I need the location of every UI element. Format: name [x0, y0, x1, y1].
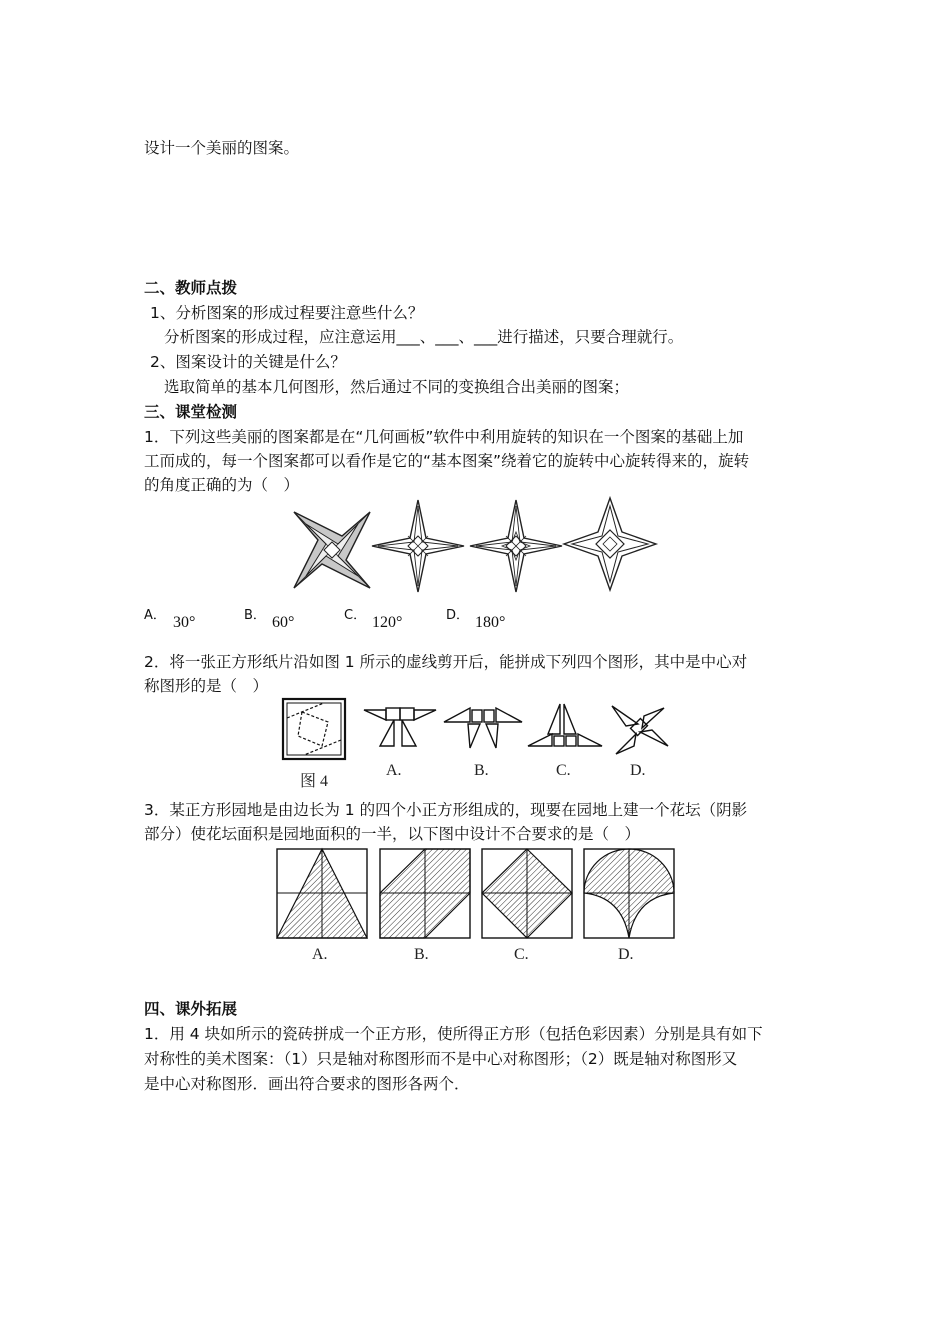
option-c-label: C．: [344, 608, 367, 623]
star-figure-2: [372, 500, 464, 592]
section2-answer-1: 分析图案的形成过程，应注意运用___、___、___进行描述，只要合理就行。: [164, 328, 684, 346]
garden-option-d: [584, 849, 674, 938]
problem2-caption-c: C.: [556, 762, 571, 779]
problem3-caption-a: A.: [312, 946, 328, 963]
garden-option-b: [380, 849, 470, 938]
shape-option-a: [364, 708, 436, 746]
cut-square-figure: [283, 699, 345, 759]
problem3-caption-d: D.: [618, 946, 634, 963]
option-c-value: 120°: [372, 614, 403, 631]
option-a-value: 30°: [173, 614, 196, 631]
section4-heading: 四、课外拓展: [144, 1000, 238, 1018]
section4-line-2: 对称性的美术图案：（1）只是轴对称图形而不是中心对称图形；（2）既是轴对称图形又: [144, 1050, 738, 1068]
section4-line-1: 1．用 4 块如所示的瓷砖拼成一个正方形，使所得正方形（包括色彩因素）分别是具有如下: [144, 1025, 763, 1043]
problem2-caption-a: A.: [386, 762, 402, 779]
section2-question-1: 1、分析图案的形成过程要注意些什么？: [150, 304, 424, 322]
shape-option-b: [444, 708, 522, 748]
problem3-caption-b: B.: [414, 946, 429, 963]
option-b-value: 60°: [272, 614, 295, 631]
star-figure-4: [564, 498, 656, 590]
star-figure-3: [470, 500, 562, 592]
section2-question-2: 2、图案设计的关键是什么？: [150, 353, 346, 371]
problem2-caption-figure: 图 4: [300, 773, 329, 790]
section4-line-3: 是中心对称图形．画出符合要求的图形各两个．: [144, 1075, 470, 1093]
option-d-label: D．: [446, 608, 470, 623]
section2-heading: 二、教师点拨: [144, 279, 238, 297]
section2-answer-2: 选取简单的基本几何图形，然后通过不同的变换组合出美丽的图案；: [164, 378, 630, 396]
shape-option-c: [528, 704, 602, 746]
problem1-line-2: 工而成的，每一个图案都可以看作是它的“基本图案”绕着它的旋转中心旋转得来的，旋转: [144, 452, 750, 470]
star-figure-1: [294, 512, 370, 588]
problem2-caption-d: D.: [630, 762, 646, 779]
problem1-star-figures: [288, 496, 668, 600]
garden-option-c: [482, 849, 572, 938]
problem1-line-1: 1．下列这些美丽的图案都是在“几何画板”软件中利用旋转的知识在一个图案的基础上加: [144, 428, 744, 446]
problem3-caption-c: C.: [514, 946, 529, 963]
problem2-figures: [282, 698, 672, 764]
option-a-label: A．: [144, 608, 166, 623]
problem2-line-1: 2．将一张正方形纸片沿如图 1 所示的虚线剪开后，能拼成下列四个图形，其中是中心对: [144, 653, 748, 671]
problem3-figures: [276, 847, 678, 941]
shape-option-d: [612, 706, 668, 754]
section3-heading: 三、课堂检测: [144, 403, 238, 421]
intro-text: 设计一个美丽的图案。: [144, 139, 300, 157]
problem1-line-3: 的角度正确的为（ ）: [144, 476, 300, 494]
problem2-line-2: 称图形的是（ ）: [144, 677, 269, 695]
problem3-line-2: 部分）使花坛面积是园地面积的一半，以下图中设计不合要求的是（ ）: [144, 825, 641, 843]
garden-option-a: [277, 849, 367, 938]
problem2-caption-b: B.: [474, 762, 489, 779]
option-d-value: 180°: [475, 614, 506, 631]
problem3-line-1: 3．某正方形园地是由边长为 1 的四个小正方形组成的，现要在园地上建一个花坛（阴影: [144, 801, 748, 819]
option-b-label: B．: [244, 608, 266, 623]
